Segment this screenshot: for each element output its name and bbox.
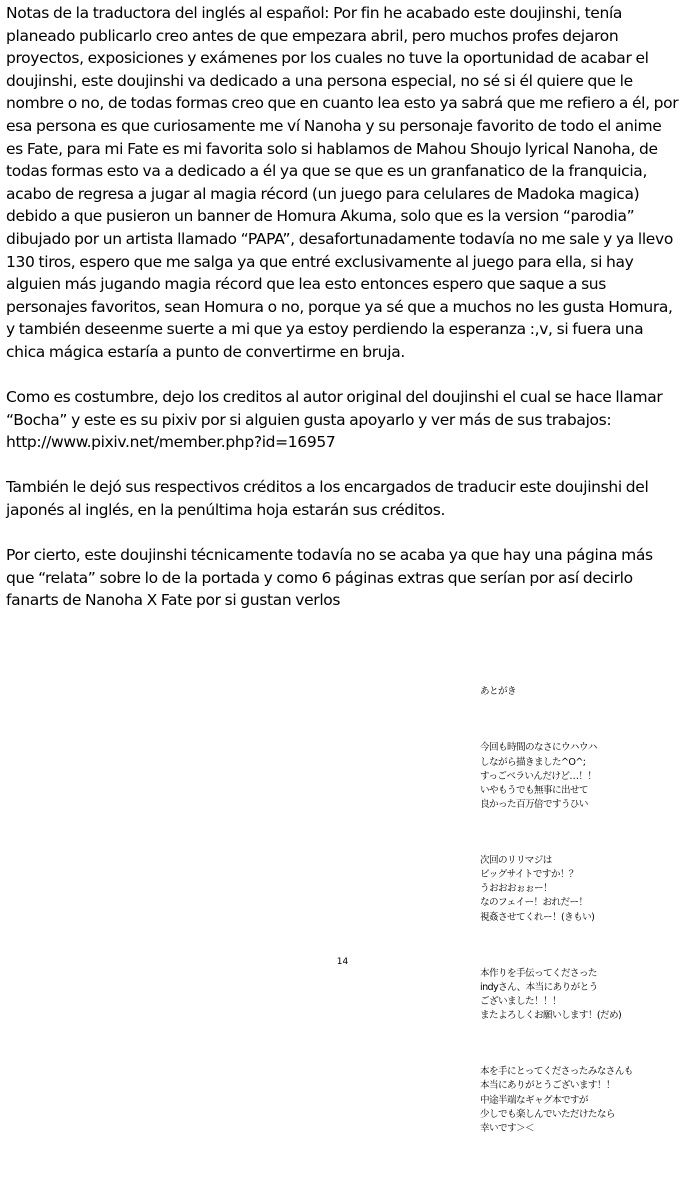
afterword-block-2: 次回のリリマジは ビッグサイトですか！？ うおおおぉぉー！ なのフェイー！おれだー！ 視姦させてくれー！(きもい) xyxy=(480,855,595,923)
page-number: 14 xyxy=(336,957,349,967)
note-paragraph-1: Notas de la traductora del inglés al español: Por fin he acabado este doujinshi, tenía planeado publicarlo creo antes de que empezara abril, pero muchos profes dejaron proyectos, exposiciones y exámenes por los cuales no tuve la oportunidad de acabar el doujinshi, este doujinshi va dedicado a una persona especial, no sé si él quiere que le nombre o no, de todas formas creo que en cuanto lea esto ya sabrá que me refiero a él, por esa persona es que curiosamente me ví Nanoha y su personaje favorito de todo el anime es Fate, para mi Fate es mi favorita solo si hablamos de Mahou Shoujo lyrical Nanoha, de todas formas esto va a dedicado a él ya que se que es un granfanatico de la franquicia, acabo de regresa a jugar al magia récord (un juego para celulares de Madoka magica) debido a que pusieron un banner de Homura Akuma, solo que es la version “parodia” dibujado por un artista llamado “PAPA”, desafortunadamente todavía no me sale y ya llevo 130 tiros, espero que me salga ya que entré exclusivamente al juego para ella, si hay alguien más jugando magia récord que lea esto entonces espero que saque a sus personajes favoritos, sean Homura o no, porque ya sé que a muchos no les gusta Homura, y también deseenme suerte a mi que ya estoy perdiendo la esperanza :,v, si fuera una chica mágica estaría a punto de convertirme en bruja. xyxy=(6,4,679,361)
afterword-title: あとがき xyxy=(480,686,516,698)
afterword-block-3: 本作りを手伝ってくださった indyさん、本当にありがとう ございました！！！ またよろしくお願いします！(だめ) xyxy=(480,967,622,1022)
note-paragraph-4: Por cierto, este doujinshi técnicamente todavía no se acaba ya que hay una página más que “relata” sobre lo de la portada y como 6 páginas extras que serían por así decirlo fanarts de Nanoha X Fate por si gustan verlos xyxy=(6,546,653,610)
note-paragraph-2: Como es costumbre, dejo los creditos al autor original del doujinshi el cual se hace llamar “Bocha” y este es su pixiv por si alguien gusta apoyarlo y ver más de sus trabajos: http://www.pixiv.net/member.php?id=16957 xyxy=(6,388,663,452)
translator-note xyxy=(6,2,682,635)
afterword-section xyxy=(480,657,680,1178)
afterword-block-4: 本を手にとってくださったみなさんも 本当にありがとうございます！！ 中途半端なギャグ本ですが 少しでも楽しんでいただけたなら 幸いです＞＜ xyxy=(480,1066,633,1134)
afterword-block-1: 今回も時間のなさにウハウハ しながら描きました^O^; すっごベラいんだけど…！！ いやもうでも無事に出せて 良かった百万倍ですうひい xyxy=(480,742,597,810)
note-paragraph-3: También le dejó sus respectivos créditos a los encargados de traducir este doujinshi del japonés al inglés, en la penúltima hoja estarán sus créditos. xyxy=(6,478,649,520)
